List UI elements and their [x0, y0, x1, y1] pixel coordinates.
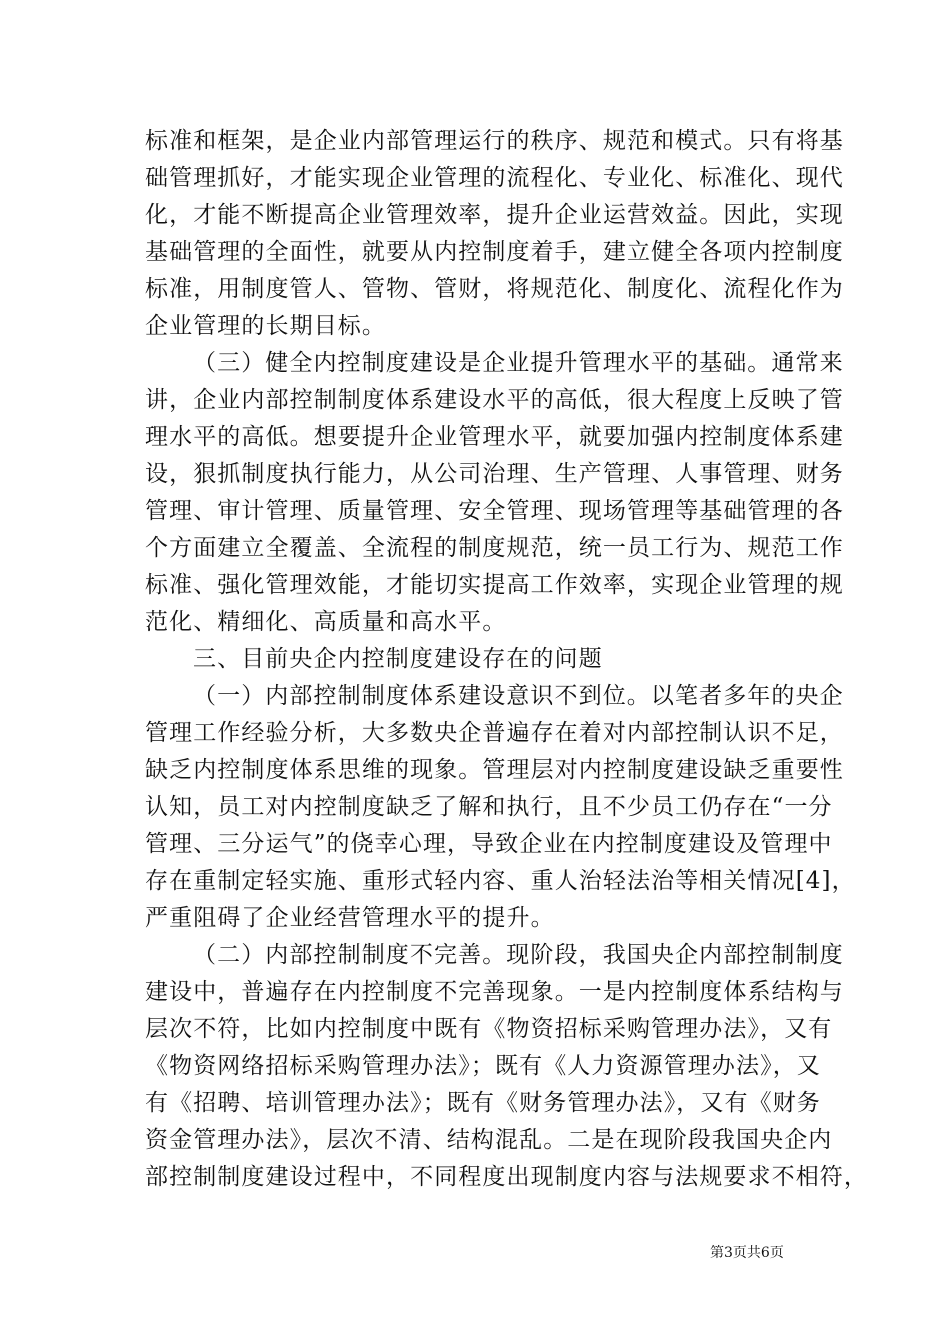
text-line: （一）内部控制制度体系建设意识不到位。以笔者多年的央企: [193, 683, 844, 709]
text-line: 管理、三分运气”的侥幸心理，导致企业在内控制度建设及管理中: [145, 831, 833, 857]
text-line: 础管理抓好，才能实现企业管理的流程化、专业化、标准化、现代: [145, 165, 844, 191]
text-line: 《物资网络招标采购管理办法》；既有《人力资源管理办法》，又: [145, 1053, 821, 1079]
text-line: 企业管理的长期目标。: [145, 313, 386, 339]
text-line: 严重阻碍了企业经营管理水平的提升。: [145, 905, 555, 931]
text-line: 标准、强化管理效能，才能切实提高工作效率，实现企业管理的规: [145, 572, 844, 598]
text-line: 化，才能不断提高企业管理效率，提升企业运营效益。因此，实现: [145, 202, 844, 228]
text-line: 缺乏内控制度体系思维的现象。管理层对内控制度建设缺乏重要性: [145, 757, 844, 783]
text-line: 层次不符，比如内控制度中既有《物资招标采购管理办法》，又有: [145, 1016, 833, 1042]
text-line: 存在重制定轻实施、重形式轻内容、重人治轻法治等相关情况[4]，: [145, 868, 856, 894]
section-heading: 三、目前央企内控制度建设存在的问题: [193, 646, 603, 672]
text-line: （三）健全内控制度建设是企业提升管理水平的基础。通常来: [193, 350, 844, 376]
text-line: 标准，用制度管人、管物、管财，将规范化、制度化、流程化作为: [145, 276, 844, 302]
text-line: 管理工作经验分析，大多数央企普遍存在着对内部控制认识不足，: [145, 720, 844, 746]
text-line: 标准和框架，是企业内部管理运行的秩序、规范和模式。只有将基: [145, 128, 844, 154]
text-line: 范化、精细化、高质量和高水平。: [145, 609, 507, 635]
text-line: 部控制制度建设过程中，不同程度出现制度内容与法规要求不相符，: [145, 1164, 868, 1190]
text-line: 认知，员工对内控制度缺乏了解和执行，且不少员工仍存在“一分: [145, 794, 833, 820]
text-line: 讲，企业内部控制制度体系建设水平的高低，很大程度上反映了管: [145, 387, 844, 413]
text-line: （二）内部控制制度不完善。现阶段，我国央企内部控制制度: [193, 942, 844, 968]
text-line: 设，狠抓制度执行能力，从公司治理、生产管理、人事管理、财务: [145, 461, 844, 487]
text-line: 个方面建立全覆盖、全流程的制度规范，统一员工行为、规范工作: [145, 535, 844, 561]
text-line: 建设中，普遍存在内控制度不完善现象。一是内控制度体系结构与: [145, 979, 844, 1005]
text-line: 基础管理的全面性，就要从内控制度着手，建立健全各项内控制度: [145, 239, 844, 265]
page-number: 第3页共6页: [710, 1245, 784, 1261]
text-line: 有《招聘、培训管理办法》；既有《财务管理办法》，又有《财务: [145, 1090, 821, 1116]
text-line: 管理、审计管理、质量管理、安全管理、现场管理等基础管理的各: [145, 498, 844, 524]
text-line: 资金管理办法》，层次不清、结构混乱。二是在现阶段我国央企内: [145, 1127, 833, 1153]
text-line: 理水平的高低。想要提升企业管理水平，就要加强内控制度体系建: [145, 424, 844, 450]
